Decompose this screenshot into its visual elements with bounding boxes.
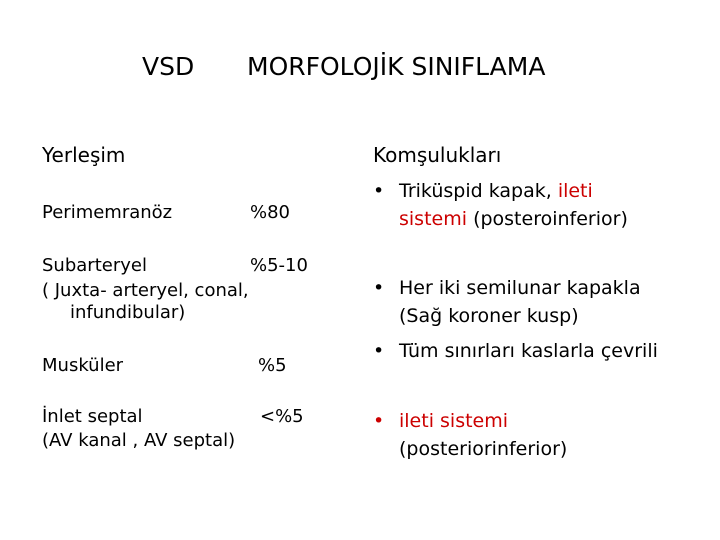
bullet-icon: • (373, 410, 385, 432)
bullet-item-semilunar (373, 274, 641, 330)
bullet-text: ileti sistemi (posteriorinferior) (399, 410, 568, 460)
row-subarterial-percent: %5-10 (250, 255, 308, 276)
bullet-text: Tüm sınırları kaslarla çevrili (399, 340, 658, 362)
bullet-icon: • (373, 277, 385, 299)
title-morphological-classification: MORFOLOJİK SINIFLAMA (247, 52, 546, 81)
bullet-icon: • (373, 180, 385, 202)
bullet-text: Triküspid kapak, ileti sistemi (posteroinferior) (399, 180, 628, 230)
row-perimembranous-name: Perimemranöz (42, 202, 173, 223)
header-neighbors: Komşulukları (373, 143, 502, 167)
row-muscular-name: Musküler (42, 355, 124, 376)
row-inlet-sub1: (AV kanal , AV septal) (42, 430, 236, 451)
bullet-item-conduction (373, 407, 567, 463)
row-subarterial-name: Subarteryel (42, 255, 147, 276)
row-muscular-percent: %5 (258, 355, 287, 376)
row-perimembranous-percent: %80 (250, 202, 291, 223)
row-subarterial-sub2: infundibular) (70, 302, 186, 323)
bullet-item-tricuspid (373, 177, 628, 233)
row-inlet-percent: <%5 (260, 406, 304, 427)
bullet-text: Her iki semilunar kapakla (Sağ koroner kusp) (399, 277, 641, 327)
bullet-icon: • (373, 340, 385, 362)
row-subarterial-sub1: ( Juxta- arteryel, conal, (42, 280, 249, 301)
bullet-item-muscle-borders (373, 337, 658, 365)
title-vsd: VSD (142, 52, 195, 81)
header-location: Yerleşim (42, 143, 126, 167)
row-inlet-name: İnlet septal (42, 406, 143, 427)
